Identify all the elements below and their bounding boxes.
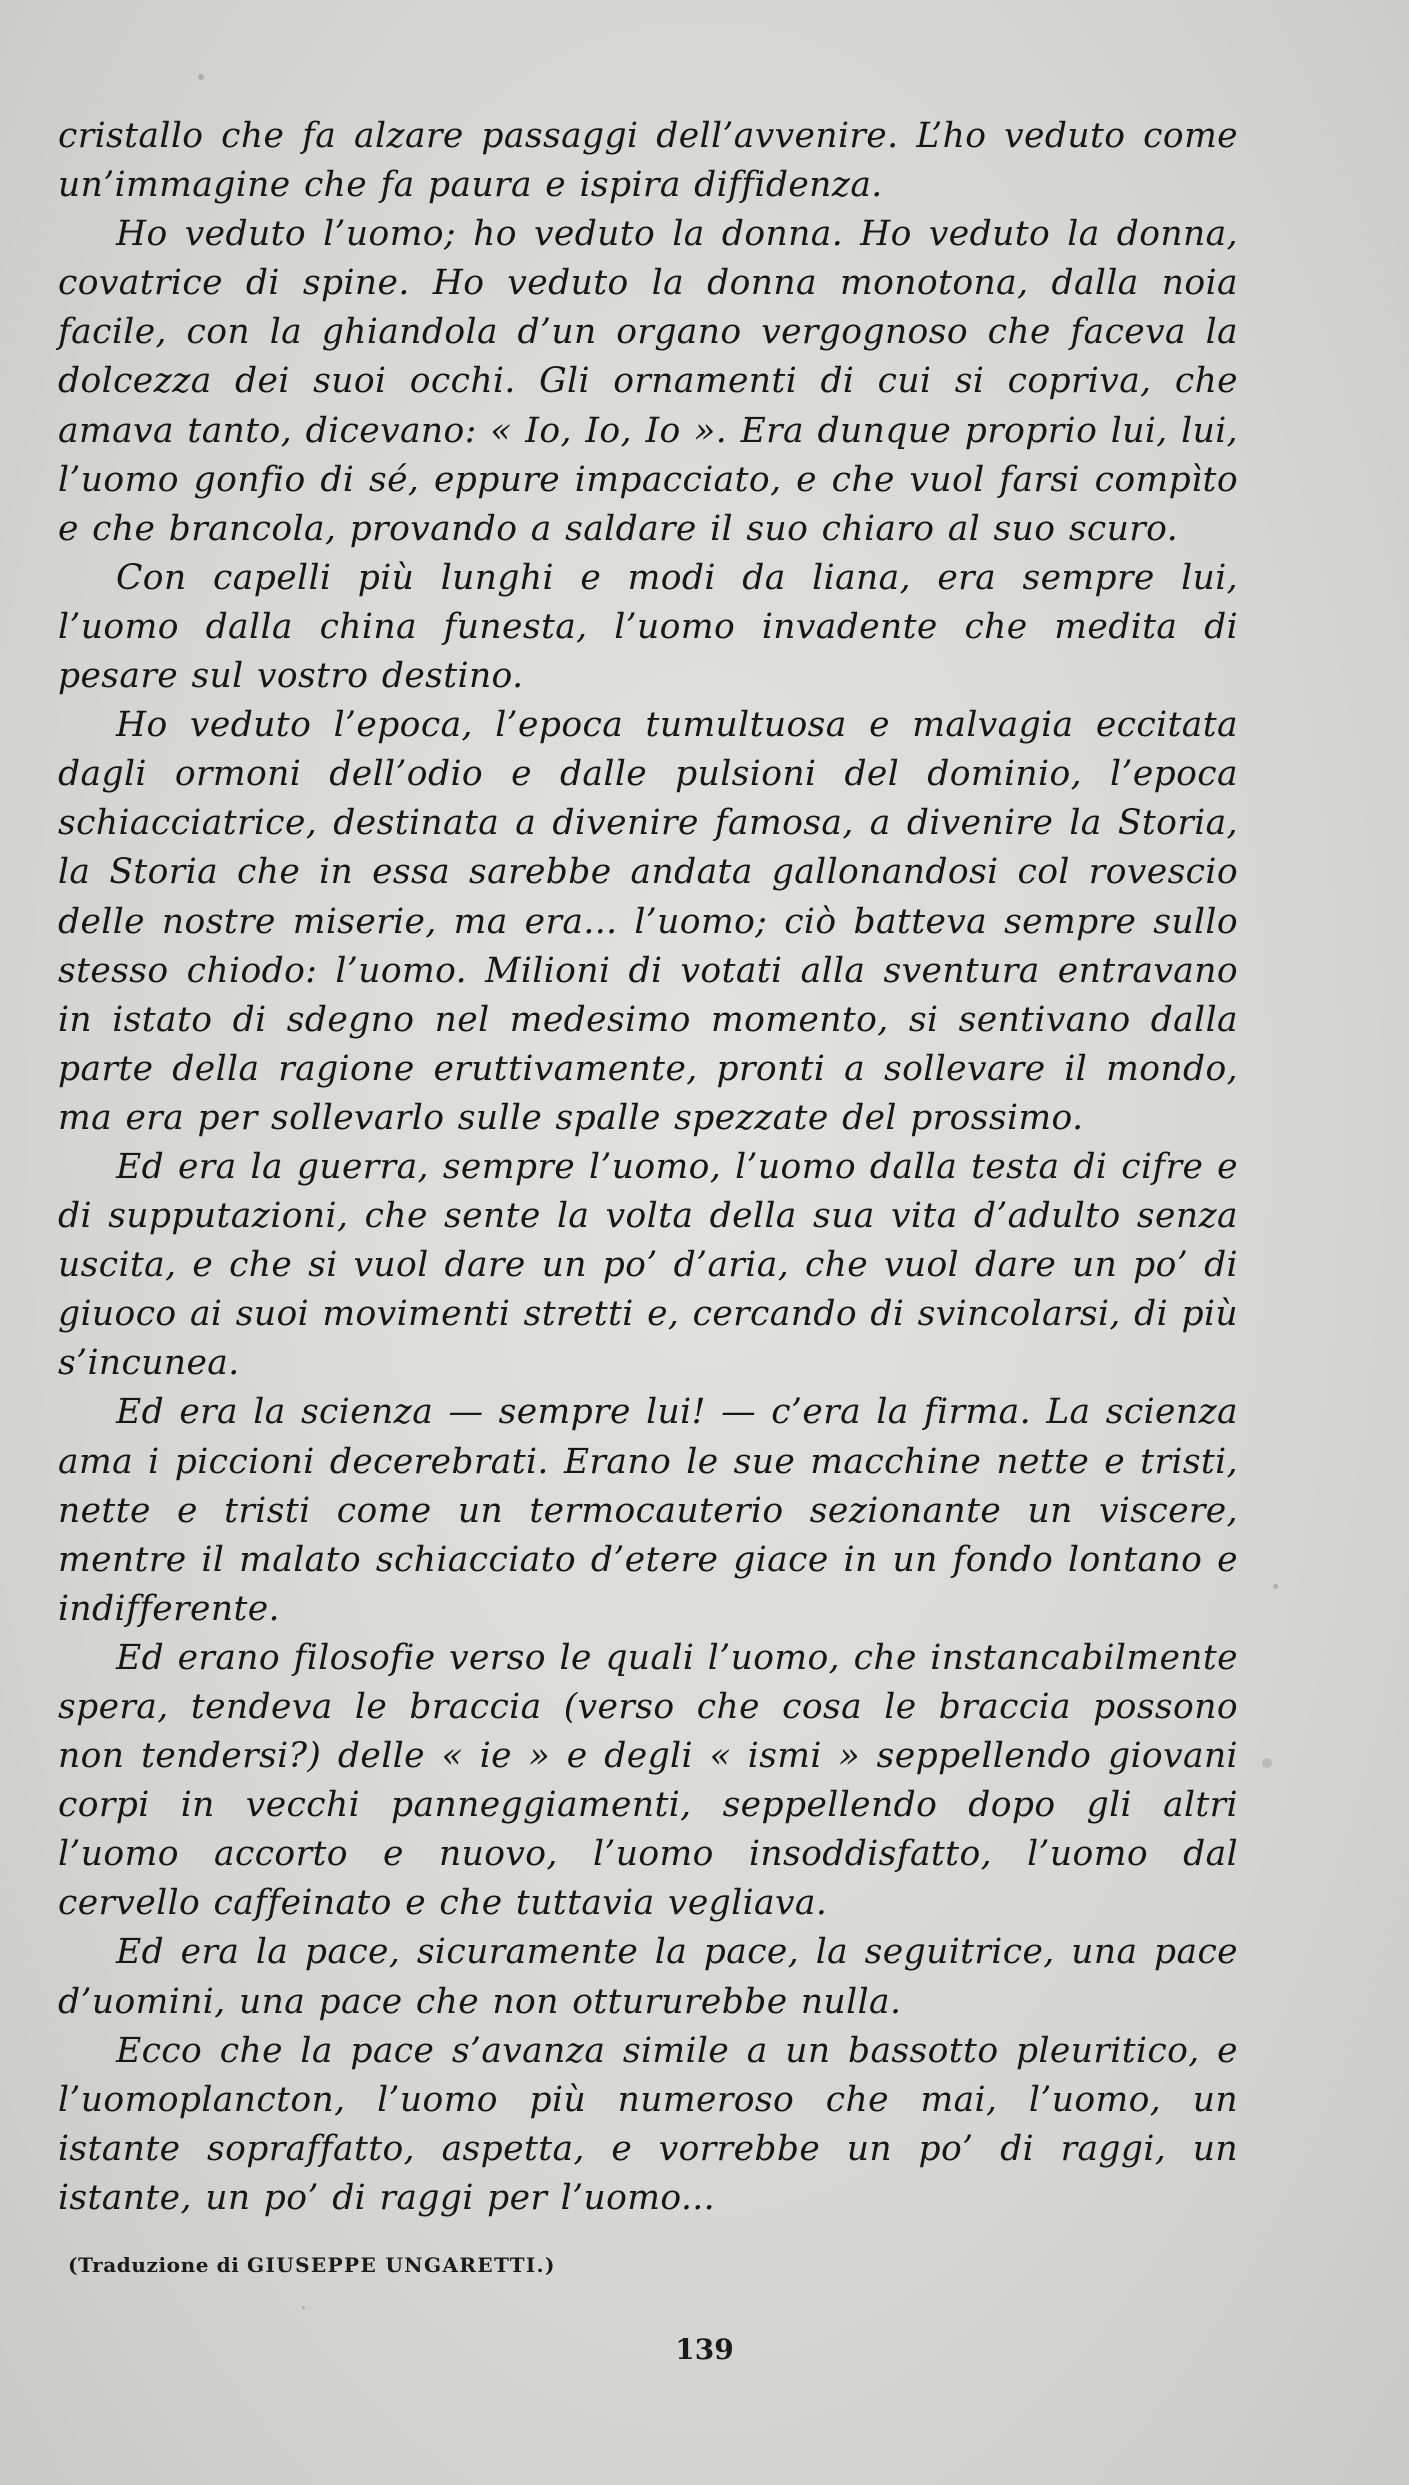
body-text (58, 112, 1238, 2223)
paper-speck (198, 74, 204, 80)
translation-credit (68, 2253, 555, 2277)
credit-prefix: (Traduzione di (68, 2253, 240, 2277)
paragraph-5: Ed era la guerra, sempre l’uomo, l’uomo dalla testa di cifre e di supputazioni, che sente la volta della sua vita d’adulto senza uscita, e che si vuol dare un po’ d’aria, che vuol dare un po’ di giuoco ai suoi movimenti stretti e, cercando di svincolarsi, di più s’incunea. (58, 1146, 1238, 1384)
paragraph-3: Con capelli più lunghi e modi da liana, era sempre lui, l’uomo dalla china funesta, l’uomo invadente che medita di pesare sul vostro destino. (58, 557, 1238, 697)
paragraph-7: Ed erano filosofie verso le quali l’uomo, che instancabilmente spera, tendeva le braccia (verso che cosa le braccia possono non tendersi?) delle « ie » e degli « ismi » seppellendo giovani corpi in vecchi panneggiamenti, seppellendo dopo gli altri l’uomo accorto e nuovo, l’uomo insoddisfatto, l’uomo dal cervello caffeinato e che tuttavia vegliava. (58, 1637, 1238, 1924)
paragraph-1: cristallo che fa alzare passaggi dell’avvenire. L’ho veduto come un’immagine che fa paura e ispira diffidenza. (58, 116, 1238, 206)
paragraph-9: Ecco che la pace s’avanza simile a un bassotto pleuritico, e l’uomoplancton, l’uomo più numeroso che mai, l’uomo, un istante sopraffatto, aspetta, e vorrebbe un po’ di raggi, un istante, un po’ di raggi per l’uomo... (58, 2030, 1238, 2218)
paragraph-8: Ed era la pace, sicuramente la pace, la seguitrice, una pace d’uomini, una pace che non ottururebbe nulla. (58, 1932, 1238, 2022)
paper-speck (302, 2306, 305, 2309)
page-number: 139 (675, 2333, 734, 2366)
paragraph-4: Ho veduto l’epoca, l’epoca tumultuosa e malvagia eccitata dagli ormoni dell’odio e dalle pulsioni del dominio, l’epoca schiacciatrice, destinata a divenire famosa, a divenire la Storia, la Storia che in essa sarebbe andata gallonandosi col rovescio delle nostre miserie, ma era... l’uomo; ciò batteva sempre sullo stesso chiodo: l’uomo. Milioni di votati alla sventura entravano in istato di sdegno nel medesimo momento, si sentivano dalla parte della ragione eruttivamente, pronti a sollevare il mondo, ma era per sollevarlo sulle spalle spezzate del prossimo. (58, 705, 1238, 1138)
paper-speck (1262, 1758, 1272, 1768)
paper-speck (1273, 1584, 1278, 1589)
credit-suffix: ) (545, 2253, 556, 2277)
translator-name: GIUSEPPE UNGARETTI. (247, 2253, 546, 2277)
paragraph-2: Ho veduto l’uomo; ho veduto la donna. Ho veduto la donna, covatrice di spine. Ho veduto la donna monotona, dalla noia facile, con la ghiandola d’un organo vergognoso che faceva la dolcezza dei suoi occhi. Gli ornamenti di cui si copriva, che amava tanto, dicevano: « Io, Io, Io ». Era dunque proprio lui, lui, l’uomo gonfio di sé, eppure impacciato, e che vuol farsi compìto e che brancola, provando a saldare il suo chiaro al suo scuro. (58, 214, 1238, 549)
paragraph-6: Ed era la scienza — sempre lui! — c’era la firma. La scienza ama i piccioni decerebrati. Erano le sue macchine nette e tristi, nette e tristi come un termocauterio sezionante un viscere, mentre il malato schiacciato d’etere giace in un fondo lontano e indifferente. (58, 1392, 1238, 1629)
